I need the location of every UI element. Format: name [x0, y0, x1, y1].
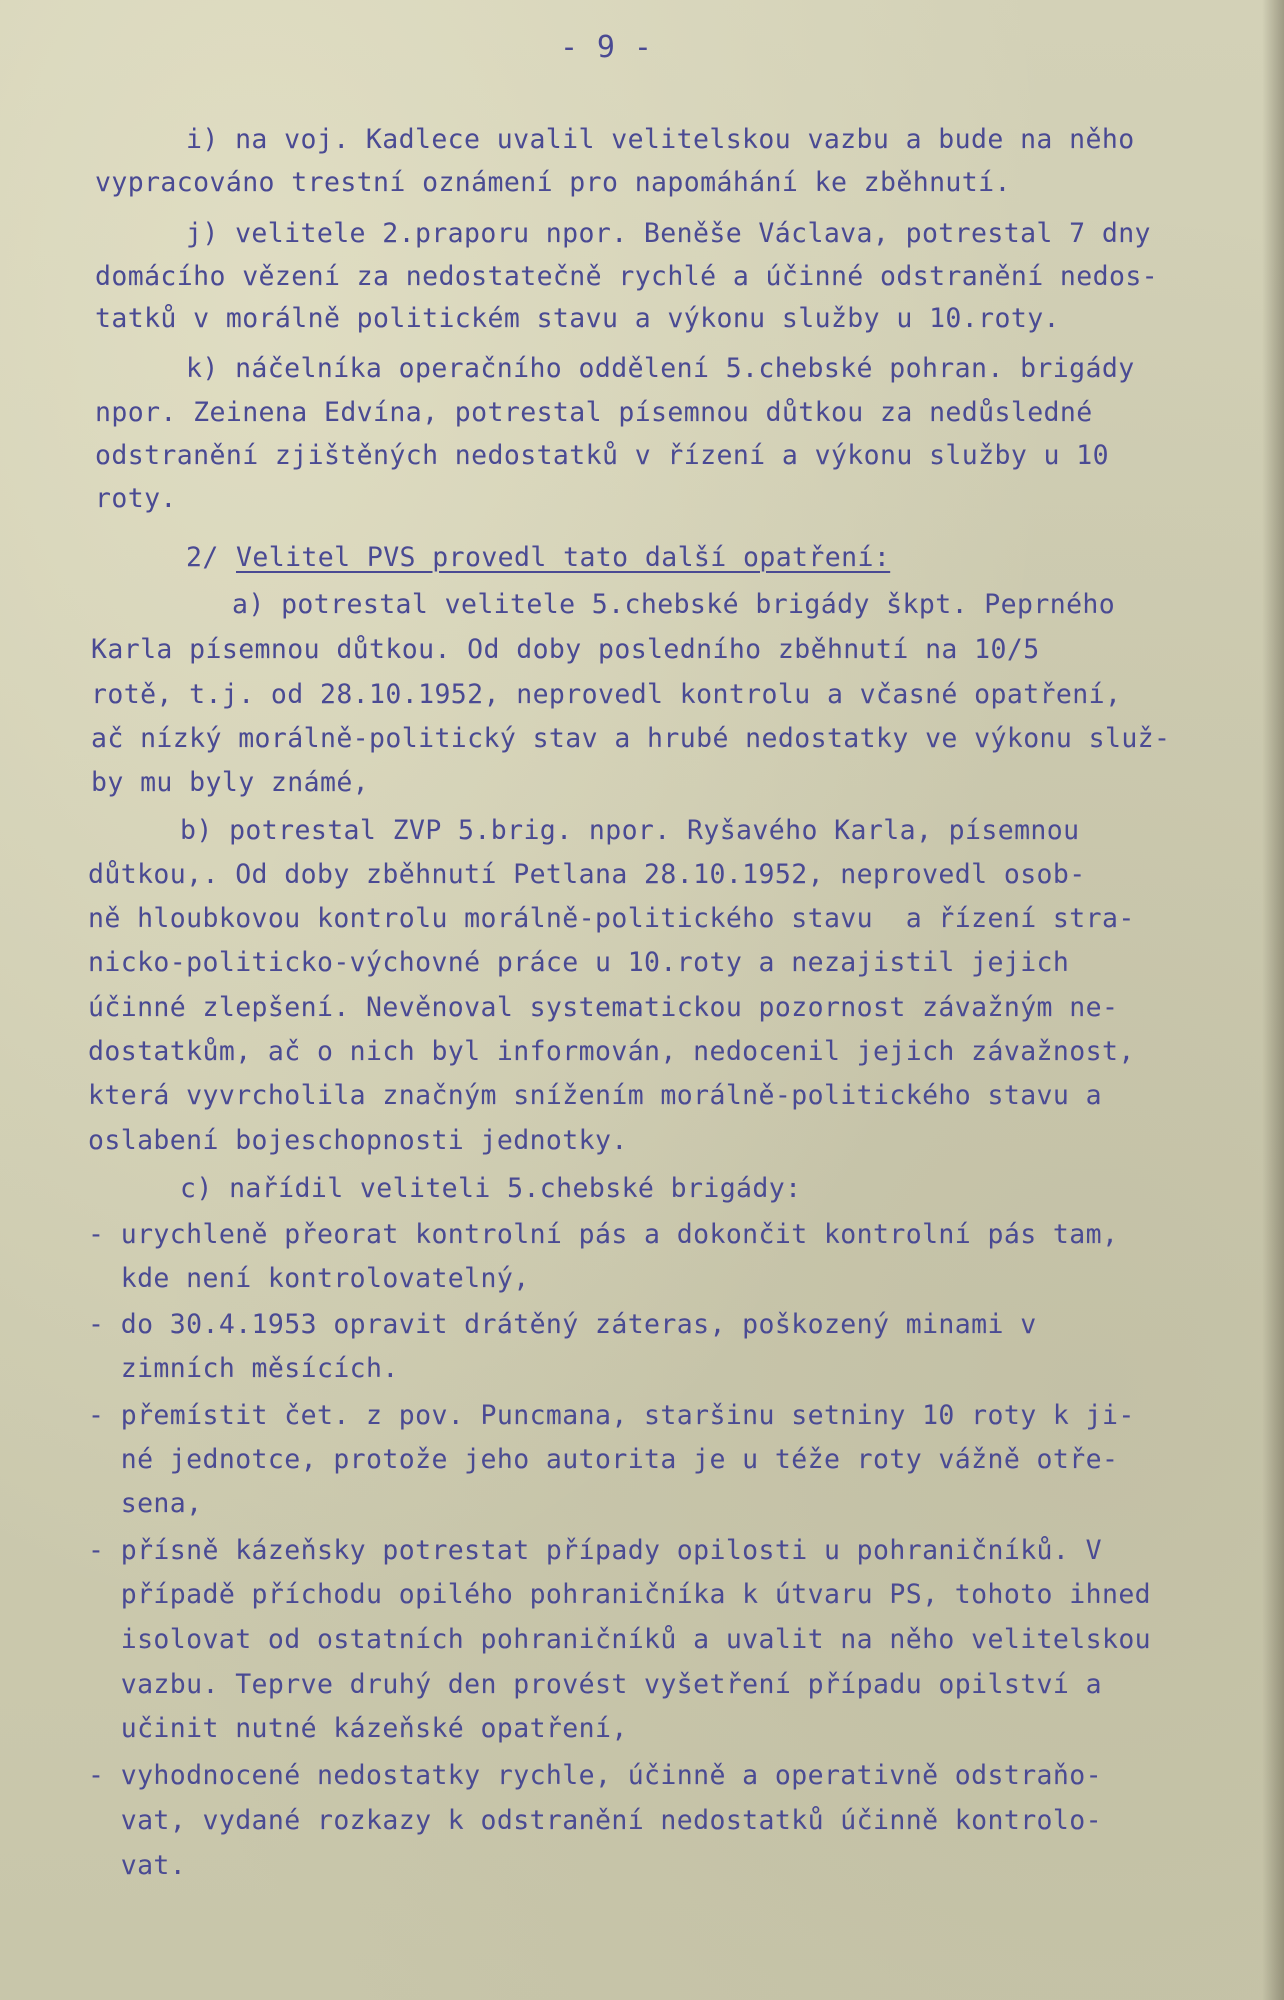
item-c-bullet-4-line-1: - přísně kázeňsky potrestat případy opilosti u pohraničníků. V: [88, 1535, 1102, 1566]
item-c-bullet-4-line-2: případě příchodu opilého pohraničníka k útvaru PS, tohoto ihned: [88, 1579, 1152, 1610]
item-b-line-3: ně hloubkovou kontrolu morálně-politického stavu a řízení stra-: [88, 903, 1135, 934]
item-c-intro: c) nařídil veliteli 5.chebské brigády:: [180, 1173, 802, 1204]
item-c-bullet-3-line-2: né jednotce, protože jeho autorita je u téže roty vážně otře-: [88, 1444, 1119, 1475]
item-c-bullet-2-line-2: zimních měsících.: [88, 1353, 399, 1384]
item-k-line-1: k) náčelníka operačního oddělení 5.chebské pohran. brigády: [186, 353, 1135, 384]
item-b-line-8: oslabení bojeschopnosti jednotky.: [88, 1125, 628, 1156]
item-c-bullet-2-line-1: - do 30.4.1953 opravit drátěný záteras, poškozený minami v: [88, 1309, 1037, 1340]
item-a-line-1: a) potrestal velitele 5.chebské brigády škpt. Peprného: [232, 589, 1116, 620]
item-c-bullet-3-line-3: sena,: [88, 1488, 203, 1519]
item-b-line-6: dostatkům, ač o nich byl informován, nedocenil jejich závažnost,: [88, 1036, 1135, 1067]
item-c-bullet-1-line-2: kde není kontrolovatelný,: [88, 1263, 530, 1294]
item-b-line-5: účinné zlepšení. Nevěnoval systematickou pozornost závažným ne-: [88, 992, 1119, 1023]
item-c-bullet-1-line-1: - urychleně přeorat kontrolní pás a dokončit kontrolní pás tam,: [88, 1219, 1119, 1250]
section-2-number: 2/: [186, 542, 219, 573]
item-j-line-1: j) velitele 2.praporu npor. Beněše Václava, potrestal 7 dny: [186, 218, 1151, 249]
item-a-line-3: rotě, t.j. od 28.10.1952, neprovedl kontrolu a včasné opatření,: [91, 679, 1122, 710]
item-a-line-2: Karla písemnou důtkou. Od doby posledního zběhnutí na 10/5: [91, 634, 1040, 665]
item-b-line-4: nicko-politicko-výchovné práce u 10.roty a nezajistil jejich: [88, 947, 1070, 978]
item-i-line-1: i) na voj. Kadlece uvalil velitelskou vazbu a bude na něho: [186, 124, 1135, 155]
item-b-line-1: b) potrestal ZVP 5.brig. npor. Ryšavého Karla, písemnou: [180, 815, 1080, 846]
item-k-line-4: roty.: [95, 483, 177, 514]
item-k-line-2: npor. Zeinena Edvína, potrestal písemnou důtkou za nedůsledné: [95, 397, 1093, 428]
item-c-bullet-3-line-1: - přemístit čet. z pov. Puncmana, staršinu setniny 10 roty k ji-: [88, 1400, 1135, 1431]
item-j-line-2: domácího vězení za nedostatečně rychlé a účinné odstranění nedos-: [95, 261, 1159, 292]
item-c-bullet-4-line-5: učinit nutné kázeňské opatření,: [88, 1713, 628, 1744]
item-c-bullet-4-line-4: vazbu. Teprve druhý den provést vyšetření případu opilství a: [88, 1669, 1102, 1700]
item-c-bullet-5-line-2: vat, vydané rozkazy k odstranění nedostatků účinně kontrolo-: [88, 1805, 1102, 1836]
item-k-line-3: odstranění zjištěných nedostatků v řízení a výkonu služby u 10: [95, 440, 1109, 471]
item-a-line-4: ač nízký morálně-politický stav a hrubé nedostatky ve výkonu služ-: [91, 723, 1171, 754]
page-edge-shadow: [1262, 0, 1284, 2000]
page-number: - 9 -: [560, 30, 653, 65]
item-b-line-2: důtkou,. Od doby zběhnutí Petlana 28.10.1952, neprovedl osob-: [88, 859, 1086, 890]
item-a-line-5: by mu byly známé,: [91, 767, 370, 798]
item-c-bullet-5-line-3: vat.: [88, 1850, 187, 1881]
item-j-line-3: tatků v morálně politickém stavu a výkonu služby u 10.roty.: [95, 303, 1060, 334]
section-2-heading: Velitel PVS provedl tato další opatření:: [236, 542, 891, 573]
item-b-line-7: která vyvrcholila značným snížením morálně-politického stavu a: [88, 1080, 1102, 1111]
item-i-line-2: vypracováno trestní oznámení pro napomáhání ke zběhnutí.: [95, 167, 1011, 198]
item-c-bullet-4-line-3: isolovat od ostatních pohraničníků a uvalit na něho velitelskou: [88, 1624, 1152, 1655]
item-c-bullet-5-line-1: - vyhodnocené nedostatky rychle, účinně a operativně odstraňo-: [88, 1760, 1102, 1791]
